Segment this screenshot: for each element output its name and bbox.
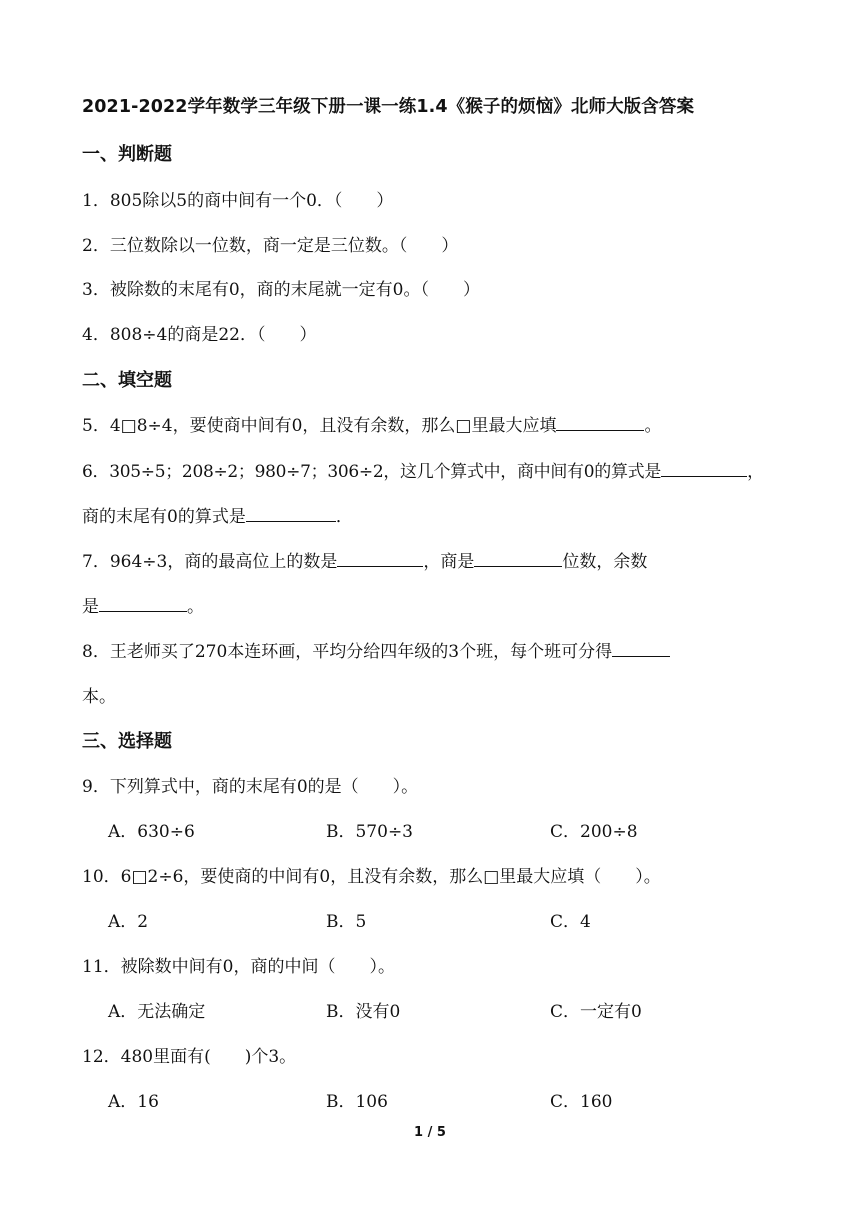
option-c[interactable]: C．200÷8	[550, 822, 638, 842]
document-title: 2021-2022学年数学三年级下册一课一练1.4《猴子的烦恼》北师大版含答案	[82, 97, 695, 117]
option-c[interactable]: C．一定有0	[550, 1002, 642, 1022]
question-4: 4．808÷4的商是22．（ ）	[82, 325, 317, 345]
option-b[interactable]: B．106	[326, 1092, 388, 1112]
question-11: 11．被除数中间有0，商的中间（ ）。	[82, 957, 395, 977]
question-6-text-2: 商的末尾有0的算式是	[82, 507, 246, 527]
question-2: 2．三位数除以一位数，商一定是三位数。（ ）	[82, 236, 459, 256]
question-5-end: 。	[644, 416, 662, 436]
question-6-text: 6．305÷5；208÷2；980÷7；306÷2，这几个算式中，商中间有0的算式是	[82, 462, 662, 482]
answer-blank[interactable]	[612, 640, 670, 657]
question-12: 12．480里面有( )个3。	[82, 1047, 297, 1067]
question-6-end: ．	[335, 507, 353, 527]
question-10: 10．6□2÷6，要使商的中间有0，且没有余数，那么□里最大应填（ ）。	[82, 867, 661, 887]
option-c[interactable]: C．4	[550, 912, 591, 932]
question-6-comma: ，	[747, 462, 764, 482]
question-8	[82, 637, 670, 662]
answer-blank[interactable]	[337, 550, 423, 567]
option-a[interactable]: A．16	[108, 1092, 159, 1112]
option-b[interactable]: B．570÷3	[326, 822, 414, 842]
question-7	[82, 547, 647, 572]
section-heading-judgement: 一、判断题	[82, 144, 172, 165]
question-7-end: 。	[187, 597, 204, 617]
question-8-text: 8．王老师买了270本连环画，平均分给四年级的3个班，每个班可分得	[82, 642, 613, 662]
question-1: 1．805除以5的商中间有一个0．（ ）	[82, 191, 394, 211]
option-c[interactable]: C．160	[550, 1092, 613, 1112]
question-8-continued: 本。	[82, 687, 116, 707]
question-7-text-4: 是	[82, 597, 99, 617]
question-6-continued	[82, 502, 353, 527]
section-heading-fill-blank: 二、填空题	[82, 370, 172, 391]
answer-blank[interactable]	[246, 505, 336, 522]
section-heading-multiple-choice: 三、选择题	[82, 731, 172, 752]
question-3: 3．被除数的末尾有0，商的末尾就一定有0。（ ）	[82, 280, 480, 300]
question-5	[82, 411, 661, 436]
page-number: 1 / 5	[414, 1125, 446, 1140]
option-a[interactable]: A．无法确定	[108, 1002, 206, 1022]
answer-blank[interactable]	[99, 595, 187, 612]
option-b[interactable]: B．没有0	[326, 1002, 401, 1022]
option-a[interactable]: A．630÷6	[108, 822, 195, 842]
question-7-text: 7．964÷3，商的最高位上的数是	[82, 552, 338, 572]
question-7-text-3: 位数，余数	[562, 552, 648, 572]
option-b[interactable]: B．5	[326, 912, 367, 932]
answer-blank[interactable]	[474, 550, 562, 567]
question-6	[82, 457, 764, 482]
option-a[interactable]: A．2	[108, 912, 149, 932]
question-5-text: 5．4□8÷4，要使商中间有0，且没有余数，那么□里最大应填	[82, 416, 557, 436]
question-9: 9．下列算式中，商的末尾有0的是（ ）。	[82, 777, 419, 797]
answer-blank[interactable]	[661, 460, 747, 477]
answer-blank[interactable]	[556, 414, 644, 431]
question-7-continued	[82, 592, 204, 617]
question-7-text-2: ，商是	[423, 552, 475, 572]
